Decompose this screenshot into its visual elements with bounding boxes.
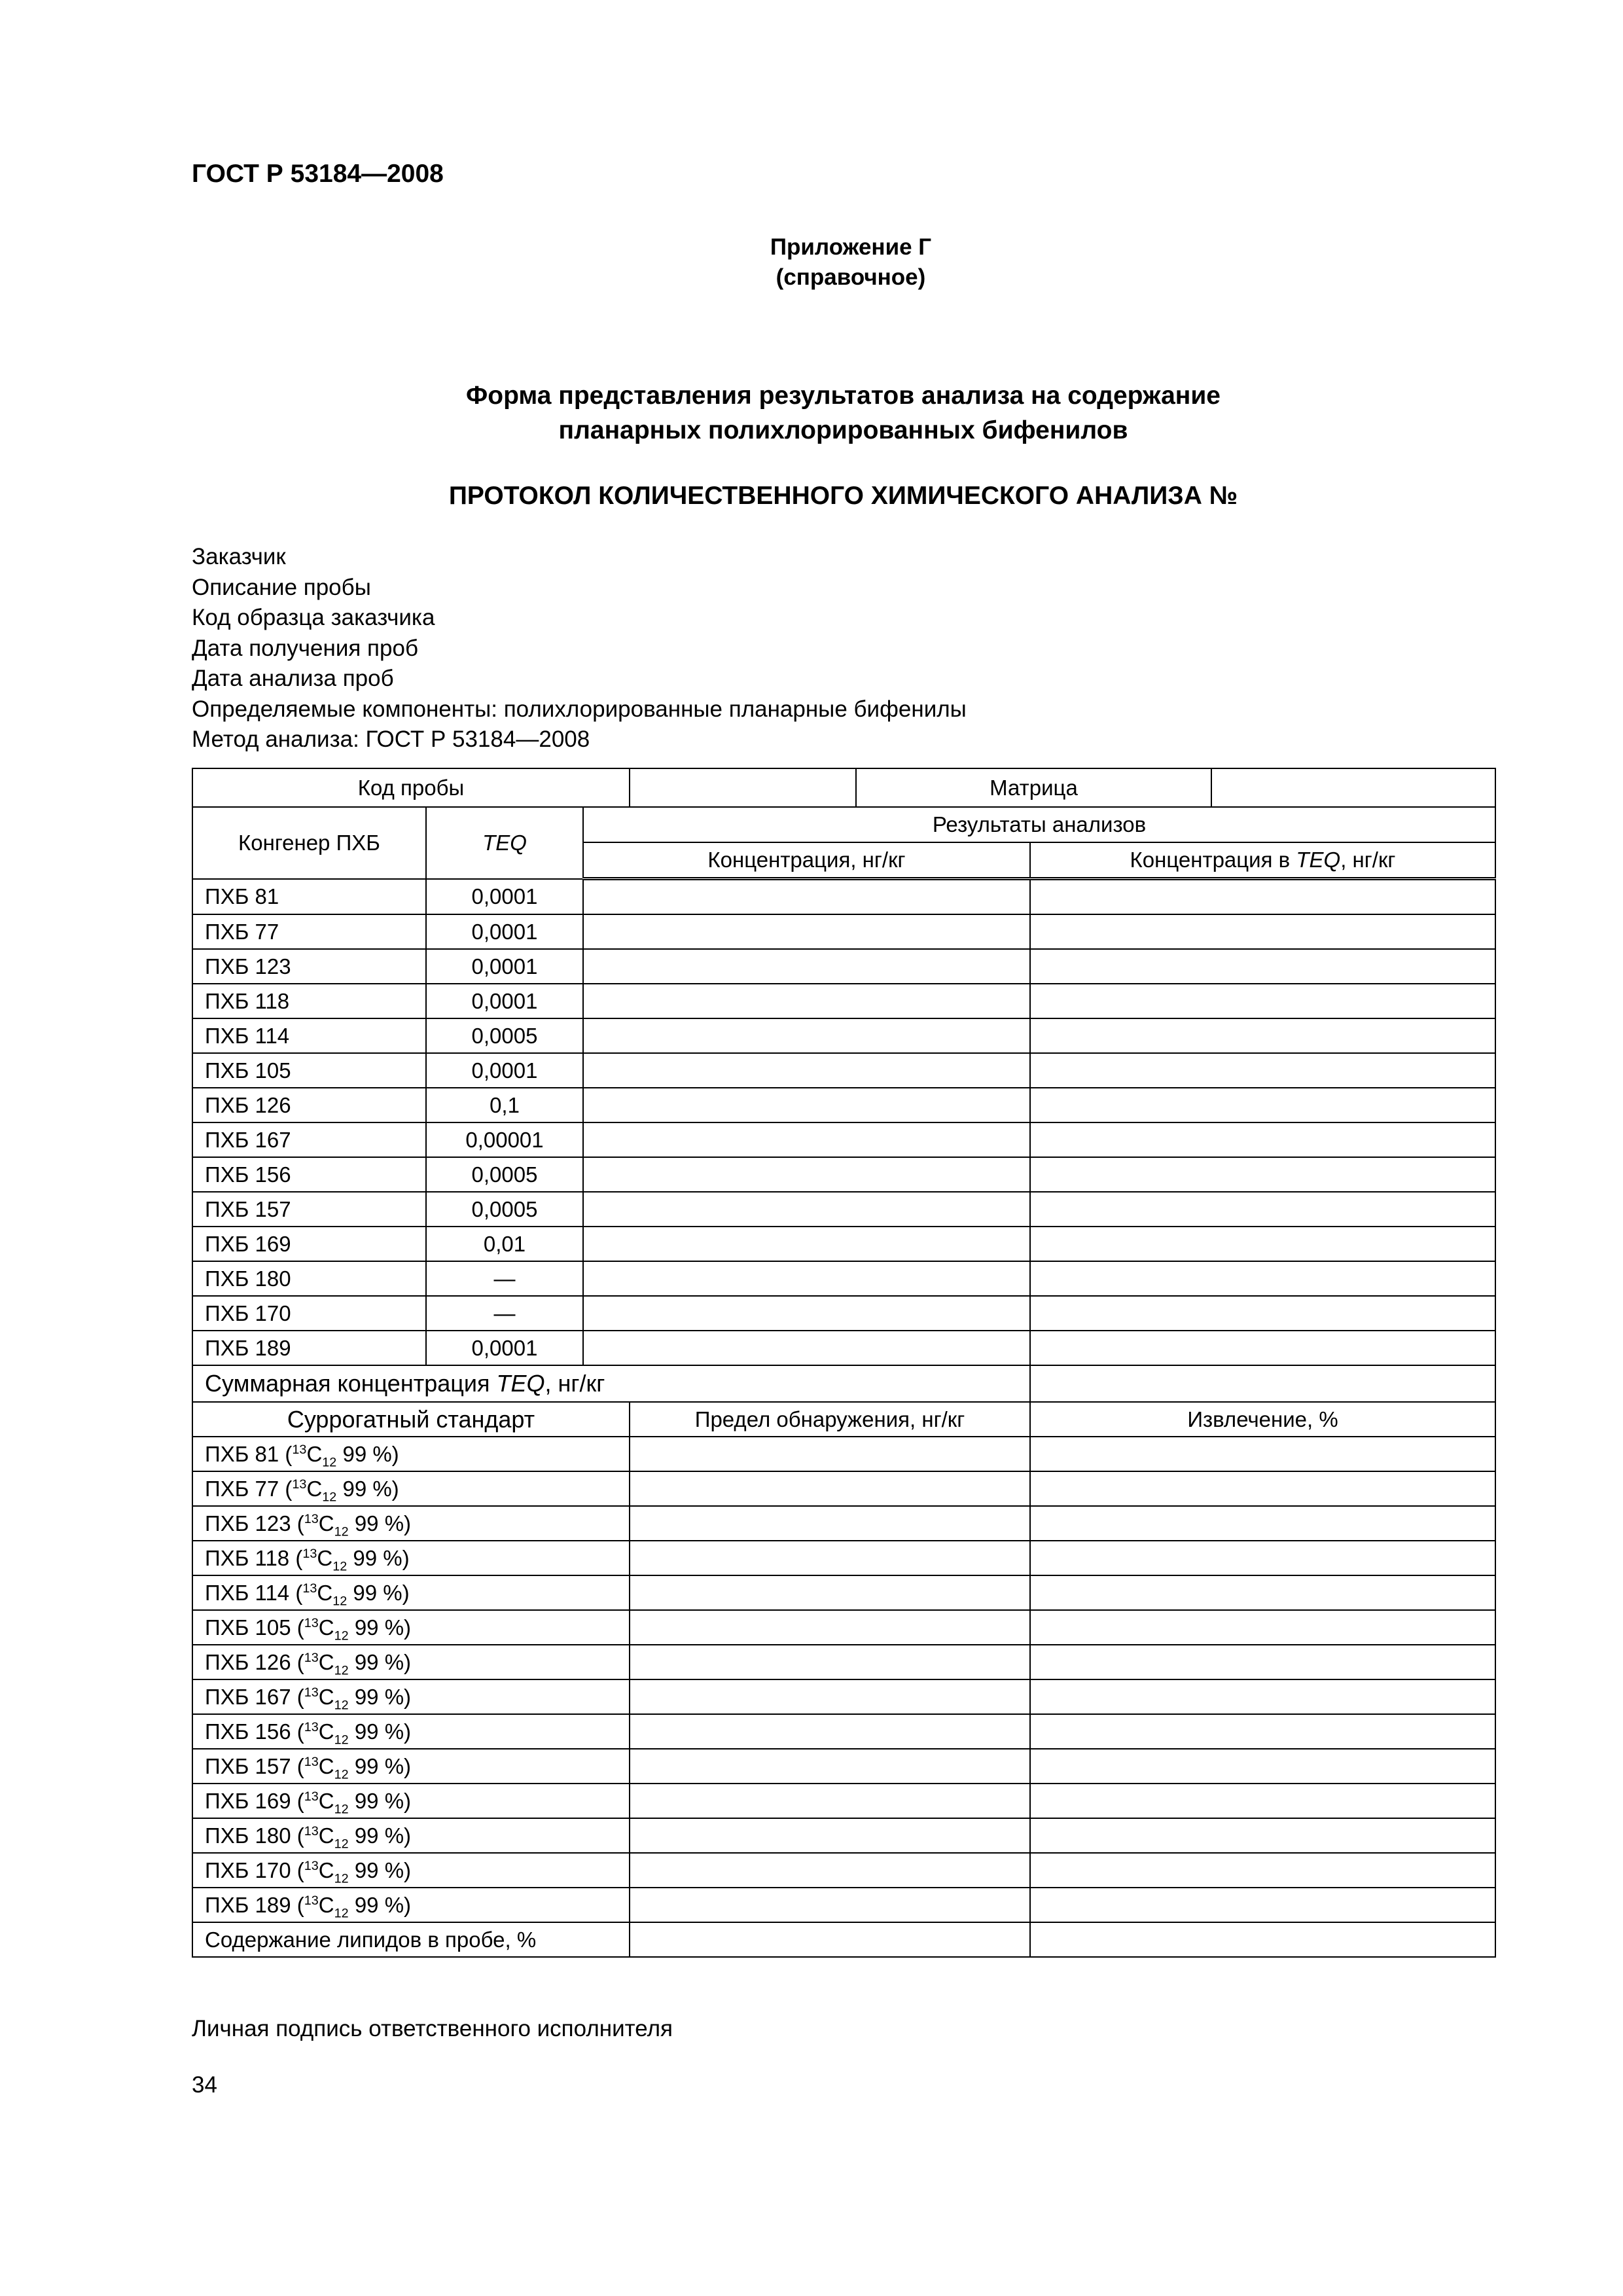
surrogate-label: ПХБ 156 ( [205,1719,304,1744]
isotope-count: 12 [334,1906,349,1921]
info-block [192,542,967,755]
detection-limit-header: Предел обнаружения, нг/кг [630,1402,1030,1437]
isotope-element: C [318,1753,334,1778]
congener-row [192,914,1495,949]
concentration-teq-cell [1030,1157,1495,1192]
congener-name: ПХБ 81 [192,879,426,915]
isotope-count: 12 [334,1871,349,1886]
isotope-count: 12 [334,1698,349,1713]
congener-row [192,984,1495,1018]
concentration-teq-cell [1030,1018,1495,1053]
recovery-cell [1030,1714,1495,1749]
recovery-cell [1030,1471,1495,1506]
congener-name: ПХБ 105 [192,1053,426,1088]
lipid-label: Содержание липидов в пробе, % [192,1922,630,1957]
surrogate-row [192,1471,1495,1506]
surrogate-header: Суррогатный стандарт [192,1402,630,1437]
congener-row [192,879,1495,915]
isotope-count: 12 [334,1837,349,1852]
surrogate-label: ПХБ 167 ( [205,1684,304,1709]
congener-name: ПХБ 126 [192,1088,426,1122]
isotope-element: C [318,1788,334,1813]
isotope-mass: 13 [292,1442,307,1457]
concentration-header: Концентрация, нг/кг [583,842,1030,879]
detection-limit-cell [630,1471,1030,1506]
isotope-purity: 99 %) [348,1511,412,1535]
surrogate-name [192,1541,630,1575]
isotope-element: C [318,1857,334,1882]
protocol-title: ПРОТОКОЛ КОЛИЧЕСТВЕННОГО ХИМИЧЕСКОГО АНАЛИЗА № [448,482,1238,510]
congener-row [192,1261,1495,1296]
congener-name: ПХБ 123 [192,949,426,984]
isotope-purity: 99 %) [348,1788,412,1813]
detection-limit-cell [630,1645,1030,1679]
info-customer-sample-code: Код образца заказчика [192,605,435,630]
detection-limit-cell [630,1506,1030,1541]
congener-teq: 0,1 [426,1088,583,1122]
sample-code-value [630,768,856,807]
concentration-cell [583,1122,1030,1157]
recovery-cell [1030,1784,1495,1818]
conc-teq-prefix: Концентрация в [1130,848,1296,872]
isotope-purity: 99 %) [348,1823,412,1848]
sum-teq-label [192,1365,1030,1402]
isotope-count: 12 [322,1455,337,1470]
recovery-cell [1030,1679,1495,1714]
surrogate-row [192,1818,1495,1853]
congener-teq: 0,0001 [426,949,583,984]
info-analysis-date: Дата анализа проб [192,666,394,691]
surrogate-name [192,1679,630,1714]
isotope-mass: 13 [304,1858,319,1873]
conc-teq-italic: TEQ [1296,848,1341,872]
sum-teq-suffix: , нг/кг [544,1370,605,1397]
surrogate-row [192,1541,1495,1575]
surrogate-label: ПХБ 180 ( [205,1823,304,1848]
congener-teq: 0,0001 [426,984,583,1018]
sum-teq-italic: TEQ [496,1370,545,1397]
congener-row [192,1296,1495,1331]
surrogate-row [192,1853,1495,1888]
surrogate-label: ПХБ 118 ( [205,1545,303,1570]
concentration-cell [583,949,1030,984]
recovery-cell [1030,1749,1495,1784]
congener-name: ПХБ 170 [192,1296,426,1331]
concentration-cell [583,914,1030,949]
surrogate-name [192,1888,630,1922]
appendix-type: (справочное) [776,264,926,290]
concentration-cell [583,1192,1030,1227]
isotope-element: C [317,1580,333,1605]
lipid-value-cell [1030,1922,1495,1957]
congener-row [192,1227,1495,1261]
congener-row [192,1088,1495,1122]
sum-teq-value [1030,1365,1495,1402]
form-title-line-2: планарных полихлорированных бифенилов [558,416,1128,444]
recovery-cell [1030,1506,1495,1541]
surrogate-row [192,1437,1495,1471]
surrogate-label: ПХБ 169 ( [205,1788,304,1813]
detection-limit-cell [630,1784,1030,1818]
form-title-line-1: Форма представления результатов анализа на содержание [466,382,1221,410]
congener-row [192,949,1495,984]
isotope-mass: 13 [292,1477,307,1492]
concentration-cell [583,1227,1030,1261]
congener-name: ПХБ 167 [192,1122,426,1157]
isotope-element: C [317,1545,333,1570]
recovery-cell [1030,1853,1495,1888]
detection-limit-cell [630,1888,1030,1922]
surrogate-label: ПХБ 126 ( [205,1649,304,1674]
isotope-count: 12 [334,1732,349,1748]
isotope-mass: 13 [304,1650,319,1665]
recovery-cell [1030,1610,1495,1645]
isotope-element: C [318,1615,334,1640]
surrogate-label: ПХБ 157 ( [205,1753,304,1778]
isotope-count: 12 [322,1490,337,1505]
congener-name: ПХБ 118 [192,984,426,1018]
congener-row [192,1122,1495,1157]
isotope-mass: 13 [304,1893,319,1908]
concentration-teq-cell [1030,914,1495,949]
surrogate-label: ПХБ 123 ( [205,1511,304,1535]
conc-teq-suffix: , нг/кг [1340,848,1396,872]
congener-teq: — [426,1261,583,1296]
isotope-purity: 99 %) [347,1580,410,1605]
detection-limit-cell [630,1818,1030,1853]
congener-name: ПХБ 77 [192,914,426,949]
sum-teq-row [192,1365,1495,1402]
surrogate-row [192,1749,1495,1784]
congener-teq: 0,0001 [426,879,583,915]
concentration-cell [583,1088,1030,1122]
lipid-limit-cell [630,1922,1030,1957]
isotope-count: 12 [334,1802,349,1817]
isotope-count: 12 [334,1767,349,1782]
concentration-cell [583,984,1030,1018]
surrogate-row [192,1888,1495,1922]
info-receipt-date: Дата получения проб [192,635,418,661]
congener-row [192,1053,1495,1088]
surrogate-name [192,1853,630,1888]
isotope-mass: 13 [304,1754,319,1769]
matrix-label: Матрица [856,768,1211,807]
concentration-teq-cell [1030,1261,1495,1296]
isotope-purity: 99 %) [336,1476,399,1501]
concentration-cell [583,1018,1030,1053]
congener-teq: 0,0005 [426,1192,583,1227]
matrix-value [1211,768,1495,807]
concentration-teq-cell [1030,984,1495,1018]
isotope-mass: 13 [304,1685,319,1700]
surrogate-name [192,1645,630,1679]
recovery-cell [1030,1888,1495,1922]
congener-name: ПХБ 169 [192,1227,426,1261]
congener-row [192,1157,1495,1192]
concentration-teq-cell [1030,1331,1495,1365]
info-components: Определяемые компоненты: полихлорированные планарные бифенилы [192,696,967,722]
surrogate-name [192,1714,630,1749]
surrogate-row [192,1575,1495,1610]
isotope-mass: 13 [304,1719,319,1734]
surrogate-row [192,1714,1495,1749]
surrogate-name [192,1749,630,1784]
surrogate-row [192,1645,1495,1679]
results-table [192,768,1496,1958]
isotope-element: C [318,1892,334,1917]
surrogate-row [192,1784,1495,1818]
congener-row [192,1018,1495,1053]
surrogate-label: ПХБ 189 ( [205,1892,304,1917]
isotope-mass: 13 [302,1546,317,1561]
surrogate-label: ПХБ 81 ( [205,1441,293,1466]
appendix-label: Приложение Г [770,234,932,260]
isotope-purity: 99 %) [348,1892,412,1917]
congener-row [192,1192,1495,1227]
isotope-purity: 99 %) [347,1545,410,1570]
isotope-count: 12 [332,1559,348,1574]
surrogate-name [192,1471,630,1506]
recovery-cell [1030,1575,1495,1610]
isotope-element: C [318,1511,334,1535]
concentration-teq-cell [1030,1192,1495,1227]
recovery-cell [1030,1818,1495,1853]
lipid-row [192,1922,1495,1957]
page-number: 34 [192,2072,217,2098]
info-sample-description: Описание пробы [192,574,371,600]
surrogate-name [192,1437,630,1471]
recovery-cell [1030,1541,1495,1575]
congener-teq: 0,0001 [426,1053,583,1088]
signature-line: Личная подпись ответственного исполнителя [192,2016,673,2041]
congener-row [192,1331,1495,1365]
concentration-teq-cell [1030,949,1495,984]
congener-teq: 0,01 [426,1227,583,1261]
surrogate-label: ПХБ 170 ( [205,1857,304,1882]
congener-name: ПХБ 189 [192,1331,426,1365]
recovery-cell [1030,1437,1495,1471]
congener-name: ПХБ 156 [192,1157,426,1192]
isotope-count: 12 [334,1663,349,1678]
teq-header: TEQ [426,807,583,879]
isotope-element: C [318,1823,334,1848]
header-row-1 [192,807,1495,842]
surrogate-row [192,1506,1495,1541]
recovery-cell [1030,1645,1495,1679]
detection-limit-cell [630,1749,1030,1784]
detection-limit-cell [630,1437,1030,1471]
isotope-element: C [318,1684,334,1709]
detection-limit-cell [630,1679,1030,1714]
surrogate-label: ПХБ 105 ( [205,1615,304,1640]
concentration-teq-cell [1030,1227,1495,1261]
detection-limit-cell [630,1853,1030,1888]
concentration-teq-cell [1030,1088,1495,1122]
concentration-cell [583,879,1030,915]
detection-limit-cell [630,1541,1030,1575]
isotope-purity: 99 %) [348,1615,412,1640]
congener-teq: — [426,1296,583,1331]
isotope-element: C [318,1649,334,1674]
congener-teq: 0,0001 [426,1331,583,1365]
concentration-cell [583,1261,1030,1296]
isotope-mass: 13 [304,1789,319,1804]
isotope-purity: 99 %) [348,1684,412,1709]
surrogate-name [192,1575,630,1610]
concentration-cell [583,1331,1030,1365]
detection-limit-cell [630,1610,1030,1645]
sample-code-label: Код пробы [192,768,630,807]
isotope-count: 12 [332,1594,348,1609]
isotope-mass: 13 [302,1581,317,1596]
concentration-cell [583,1296,1030,1331]
surrogate-header-row [192,1402,1495,1437]
standard-number: ГОСТ Р 53184—2008 [192,160,444,188]
isotope-element: C [306,1476,323,1501]
congener-name: ПХБ 180 [192,1261,426,1296]
concentration-teq-cell [1030,1053,1495,1088]
isotope-count: 12 [334,1628,349,1643]
isotope-purity: 99 %) [336,1441,399,1466]
surrogate-label: ПХБ 77 ( [205,1476,293,1501]
detection-limit-cell [630,1575,1030,1610]
surrogate-label: ПХБ 114 ( [205,1580,303,1605]
concentration-teq-cell [1030,1122,1495,1157]
isotope-mass: 13 [304,1823,319,1839]
congener-header: Конгенер ПХБ [192,807,426,879]
recovery-header: Извлечение, % [1030,1402,1495,1437]
sample-code-row [192,768,1495,807]
surrogate-name [192,1506,630,1541]
concentration-teq-cell [1030,879,1495,915]
isotope-purity: 99 %) [348,1753,412,1778]
surrogate-name [192,1818,630,1853]
concentration-cell [583,1053,1030,1088]
congener-teq: 0,0005 [426,1018,583,1053]
results-header: Результаты анализов [583,807,1495,842]
congener-name: ПХБ 157 [192,1192,426,1227]
info-customer: Заказчик [192,544,286,569]
isotope-purity: 99 %) [348,1649,412,1674]
detection-limit-cell [630,1714,1030,1749]
isotope-count: 12 [334,1524,349,1539]
concentration-cell [583,1157,1030,1192]
isotope-mass: 13 [304,1615,319,1630]
isotope-purity: 99 %) [348,1719,412,1744]
surrogate-name [192,1610,630,1645]
congener-teq: 0,0001 [426,914,583,949]
congener-teq: 0,00001 [426,1122,583,1157]
congener-teq: 0,0005 [426,1157,583,1192]
surrogate-name [192,1784,630,1818]
isotope-element: C [318,1719,334,1744]
info-method: Метод анализа: ГОСТ Р 53184—2008 [192,726,590,752]
isotope-element: C [306,1441,323,1466]
sum-teq-prefix: Суммарная концентрация [205,1370,497,1397]
concentration-teq-header [1030,842,1495,879]
isotope-mass: 13 [304,1511,319,1526]
surrogate-row [192,1610,1495,1645]
isotope-purity: 99 %) [348,1857,412,1882]
concentration-teq-cell [1030,1296,1495,1331]
surrogate-row [192,1679,1495,1714]
congener-name: ПХБ 114 [192,1018,426,1053]
